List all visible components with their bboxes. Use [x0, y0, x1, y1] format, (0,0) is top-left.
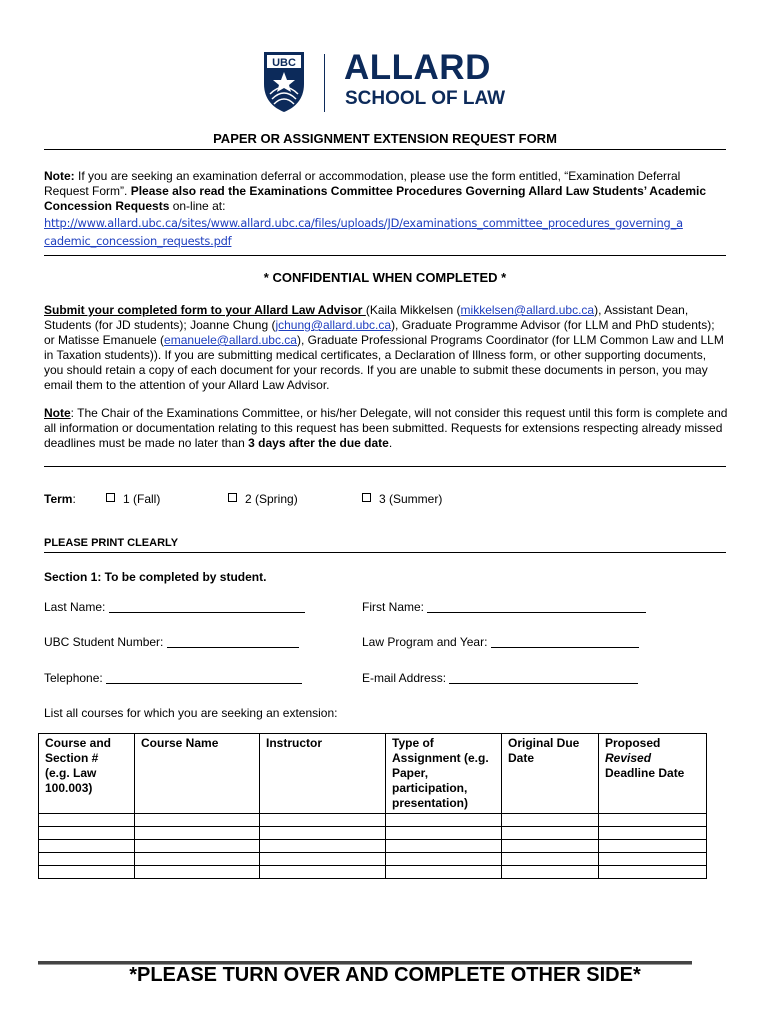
- chair-note-deadline: 3 days after the due date: [248, 436, 389, 450]
- submit-text-2: ), Assistant Dean, Students (for JD students); Joanne Chung (: [44, 303, 689, 332]
- term-option-fall[interactable]: [106, 492, 160, 506]
- note-text: If you are seeking an examination deferral or accommodation, please use the form entitled, “Examination Deferral Request Form”.: [44, 169, 681, 198]
- email-address-input[interactable]: [449, 672, 638, 684]
- header-original-due: Original Due Date: [502, 734, 599, 814]
- note-online: on-line at:: [169, 199, 226, 213]
- table-row[interactable]: [39, 840, 707, 853]
- submit-paragraph: [44, 303, 728, 393]
- chair-note-text: : The Chair of the Examinations Committee, or his/her Delegate, will not consider this request until this form is complete and all information or documentation relating to this request has been submitted. Requests for extensions respecting already missed deadlines must be made no later than: [44, 406, 728, 450]
- submit-text-1: (Kaila Mikkelsen (: [365, 303, 461, 317]
- telephone-input[interactable]: [106, 672, 302, 684]
- note-label: Note:: [44, 169, 75, 183]
- telephone-label: Telephone:: [44, 671, 107, 685]
- logo: [262, 50, 512, 114]
- term-option-spring[interactable]: [228, 492, 298, 506]
- table-row[interactable]: [39, 853, 707, 866]
- student-number-field[interactable]: [44, 635, 299, 649]
- procedures-link-line1[interactable]: http://www.allard.ubc.ca/sites/www.allard.ubc.ca/files/uploads/JD/examinations_committee_procedures_governing_a: [44, 216, 683, 230]
- print-clearly-heading: PLEASE PRINT CLEARLY: [44, 537, 179, 549]
- courses-prompt: List all courses for which you are seeking an extension:: [44, 706, 338, 720]
- first-name-field[interactable]: [362, 600, 646, 614]
- program-year-field[interactable]: [362, 635, 639, 649]
- email-address-field[interactable]: [362, 671, 638, 685]
- term-colon: :: [72, 492, 76, 506]
- chair-rule: [44, 466, 726, 467]
- chair-note-end: .: [388, 436, 393, 450]
- last-name-label: Last Name:: [44, 600, 109, 614]
- term-option-label: 2 (Spring): [245, 492, 298, 506]
- telephone-field[interactable]: [44, 671, 302, 685]
- header-assignment-type: Type of Assignment (e.g. Paper, participation, presentation): [386, 734, 502, 814]
- term-option-summer[interactable]: [362, 492, 442, 506]
- footer-instruction: *PLEASE TURN OVER AND COMPLETE OTHER SIDE*: [129, 964, 641, 986]
- first-name-label: First Name:: [362, 600, 428, 614]
- procedures-link-line2[interactable]: cademic_concession_requests.pdf: [44, 234, 232, 248]
- table-row[interactable]: [39, 866, 707, 879]
- procedures-link[interactable]: [44, 214, 734, 250]
- note-rule: [44, 255, 726, 256]
- checkbox-icon[interactable]: [362, 493, 371, 502]
- last-name-input[interactable]: [109, 601, 305, 613]
- note-bold-text: Please also read the Examinations Committee Procedures Governing Allard Law Students’ Academic Concession Requests: [44, 184, 706, 213]
- term-option-label: 3 (Summer): [379, 492, 443, 506]
- section1-heading: Section 1: To be completed by student.: [44, 570, 267, 584]
- form-title: PAPER OR ASSIGNMENT EXTENSION REQUEST FORM: [213, 131, 557, 146]
- logo-divider: [324, 54, 325, 112]
- ubc-crest-icon: [262, 50, 306, 114]
- title-rule: [44, 149, 726, 150]
- logo-name: ALLARD: [344, 48, 491, 87]
- chair-note-paragraph: [44, 406, 728, 451]
- student-number-input[interactable]: [167, 636, 299, 648]
- table-row[interactable]: [39, 827, 707, 840]
- checkbox-icon[interactable]: [106, 493, 115, 502]
- program-year-label: Law Program and Year:: [362, 635, 491, 649]
- header-course-name: Course Name: [135, 734, 260, 814]
- first-name-input[interactable]: [427, 601, 646, 613]
- header-instructor: Instructor: [260, 734, 386, 814]
- table-row[interactable]: [39, 814, 707, 827]
- email-mikkelsen-link[interactable]: mikkelsen@allard.ubc.ca: [460, 303, 595, 317]
- term-option-label: 1 (Fall): [123, 492, 161, 506]
- print-rule: [44, 552, 726, 553]
- header-course-section: Course and Section # (e.g. Law 100.003): [39, 734, 135, 814]
- chair-note-label: Note: [44, 406, 71, 420]
- logo-subtitle: SCHOOL OF LAW: [345, 88, 506, 109]
- email-address-label: E-mail Address:: [362, 671, 450, 685]
- program-year-input[interactable]: [491, 636, 639, 648]
- courses-table: [38, 733, 707, 879]
- table-header-row: [39, 734, 707, 814]
- submit-text-3: ), Graduate Programme Advisor (for LLM and PhD students); or Matisse Emanuele (: [44, 318, 715, 347]
- student-number-label: UBC Student Number:: [44, 635, 167, 649]
- note-paragraph: [44, 169, 726, 214]
- submit-text-4: ), Graduate Professional Programs Coordinator (for LLM Common Law and LLM in Taxation students)). If you are submitting medical certificates, a Declaration of Illness form, or other supporting documents, you should retain a copy of each document for your records. If you are unable to submit these documents in person, you may email them to the attention of your Allard Law Advisor.: [44, 333, 724, 392]
- crest-text: UBC: [272, 57, 296, 69]
- checkbox-icon[interactable]: [228, 493, 237, 502]
- email-jchung-link[interactable]: jchung@allard.ubc.ca: [275, 318, 392, 332]
- last-name-field[interactable]: [44, 600, 305, 614]
- confidential-heading: * CONFIDENTIAL WHEN COMPLETED *: [263, 270, 507, 285]
- header-proposed-date: Proposed Revised Deadline Date: [599, 734, 707, 814]
- term-row: [44, 492, 76, 506]
- term-label: Term: [44, 492, 73, 506]
- email-emanuele-link[interactable]: emanuele@allard.ubc.ca: [164, 333, 297, 347]
- submit-heading: Submit your completed form to your Allard Law Advisor: [44, 303, 366, 317]
